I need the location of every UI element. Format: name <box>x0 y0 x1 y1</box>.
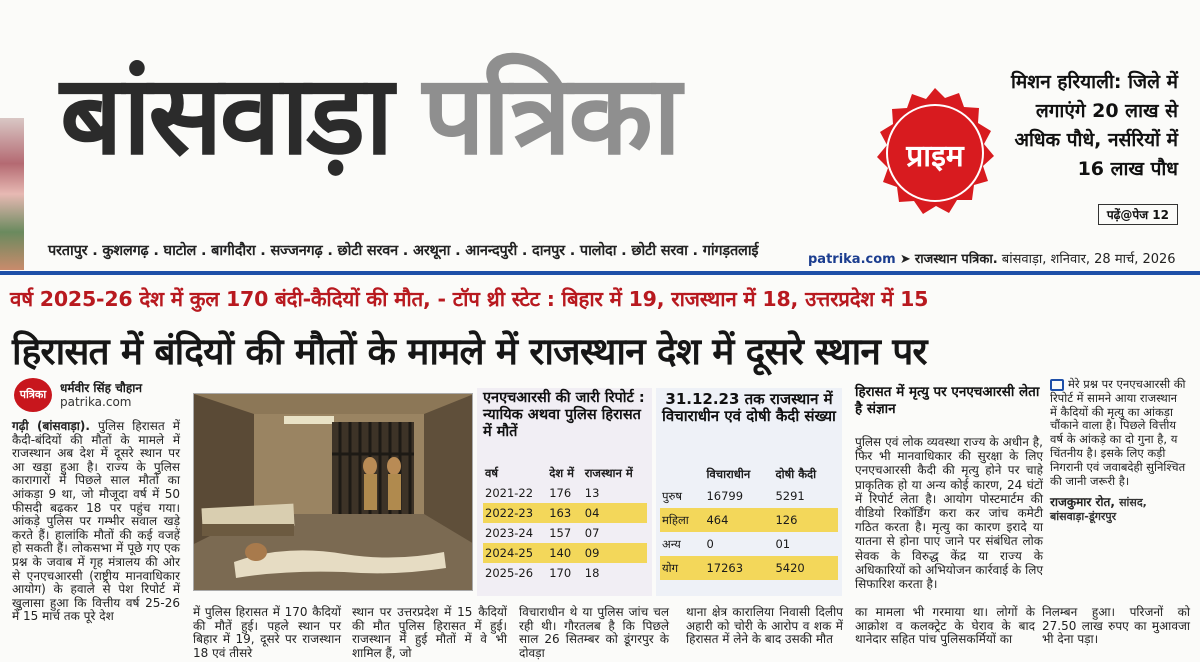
table-row <box>660 556 838 580</box>
edition-places: परतापुर . कुशलगढ़ . घाटोल . बागीदौरा . सज्जनगढ़ . छोटी सरवन . अरथूना . आनन्दपुरी . दानपुर . पालोदा . छोटी सरवा . गांगड़तलाई <box>48 243 759 259</box>
quote-box <box>1050 378 1186 524</box>
prison-cell-illustration-icon <box>194 394 473 591</box>
article-continuation: स्थान पर उत्तरप्रदेश में 15 कैदियों की मौत पुलिस हिरासत में हुई। राजस्थान में हुई मौतों में वे भी शामिल हैं, जो <box>352 605 507 660</box>
table-cell: 2025-26 <box>485 566 534 580</box>
edge-photo <box>0 118 24 270</box>
table-row <box>483 523 647 543</box>
cursor-icon: ➤ <box>899 252 911 267</box>
table-header: राजस्थान में <box>584 466 633 480</box>
table-cell: 464 <box>704 508 773 532</box>
table-cell: 04 <box>583 503 647 523</box>
subheading: हिरासत में मृत्यु पर एनएचआरसी लेता है संज्ञान <box>855 384 1040 417</box>
deaths-table <box>483 464 647 583</box>
article-continuation: विचाराधीन थे या पुलिस जांच चल रही थी। गौरतलब है कि पिछले साल 26 सितम्बर को डूंगरपुर के दोवड़ा <box>519 605 669 660</box>
table-cell: 2023-24 <box>485 526 534 540</box>
table-cell: 126 <box>773 508 838 532</box>
table-cell: योग <box>660 556 704 580</box>
prisoners-table <box>660 465 838 580</box>
article-continuation: निलम्बन हुआ। परिजनों को 27.50 लाख रुपए का मुआवजा भी देना पड़ा। <box>1042 605 1190 646</box>
table-cell: 2024-25 <box>483 543 547 563</box>
prisoners-table-box <box>656 388 842 596</box>
table-cell: 16799 <box>706 489 744 503</box>
table-header: वर्ष <box>485 466 499 480</box>
table-cell: 170 <box>549 566 572 580</box>
table-cell: 157 <box>549 526 572 540</box>
table-cell: 5420 <box>773 556 838 580</box>
headline: हिरासत में बंदियों की मौतों के मामले में राजस्थान देश में दूसरे स्थान पर <box>12 330 927 373</box>
prime-seal <box>867 86 1003 222</box>
table-header <box>660 465 704 484</box>
table-row <box>483 483 647 503</box>
article-column-3: पुलिस एवं लोक व्यवस्था राज्य के अधीन है, फिर भी मानवाधिकार की सुरक्षा के लिए एनएचआरसी कैदी की मृत्यु होने पर चाहे प्राकृतिक हो या अन्य कोई कारण, 24 घंटों में रिपोर्ट लेता है। आयोग पोस्टमार्टम की वीडियो रिकॉर्डिंग करा कर जांच कमेटी गठित करता है। मृत्यु का कारण इरादे या यातना से होना पाए जाने पर संबंधित लोक सेवक के विरुद्ध केंद्र या राज्य के अधिकारियों को अभियोजन कार्रवाई के लिए सिफारिश करता है। <box>855 435 1043 592</box>
table-header-row <box>660 465 838 484</box>
site-link[interactable]: patrika.com <box>808 252 896 267</box>
table-header: देश में <box>549 466 575 480</box>
promo-page-ref[interactable]: पढ़ें@पेज 12 <box>1098 204 1178 225</box>
date-text: बांसवाड़ा, शनिवार, 28 मार्च, 2026 <box>1001 252 1176 267</box>
table-cell: पुरुष <box>662 488 683 503</box>
table-cell: 163 <box>547 503 583 523</box>
table-row <box>483 503 647 523</box>
table-cell: 176 <box>549 486 572 500</box>
dateline <box>808 249 1176 267</box>
table-cell: 17263 <box>704 556 773 580</box>
masthead-city: बांसवाड़ा <box>60 51 391 179</box>
table-cell: 09 <box>583 543 647 563</box>
table-cell: 140 <box>547 543 583 563</box>
table-row <box>660 508 838 532</box>
table-header-row <box>483 464 647 483</box>
author-site[interactable]: patrika.com <box>60 395 132 409</box>
table-row <box>660 532 838 556</box>
article-continuation: में पुलिस हिरासत में 170 कैदियों की मौतें हुई। पहले स्थान पर बिहार में 19, दूसरे पर राजस्थान 18 एवं तीसरे <box>193 605 341 660</box>
article-continuation: थाना क्षेत्र कारालिया निवासी दिलीप अहारी को चोरी के आरोप व शक में हिरासत में लेने के बाद उसकी मौत <box>686 605 843 646</box>
brand-name: राजस्थान पत्रिका. <box>914 252 998 267</box>
quote-text <box>1050 378 1186 488</box>
table-header: विचाराधीन <box>706 467 751 481</box>
article-column-1 <box>12 420 180 624</box>
promo-teaser[interactable]: मिशन हरियाली: जिले में लगाएंगे 20 लाख से अधिक पौधे, नर्सरियों में 16 लाख पौध <box>1011 71 1178 180</box>
patrika-logo: पत्रिका <box>14 378 52 412</box>
quote-signature <box>1050 496 1186 524</box>
quote-role: सांसद, बांसवाड़ा-डूंगरपुर <box>1050 496 1147 524</box>
article-text: पुलिस हिरासत में कैदी-बंदियों की मौतों के मामले में राजस्थान अब देश में दूसरे स्थान पर आ खड़ा हुआ है। राज्य के पुलिस कारागारों में पिछले साल मौतों का आंकड़ा 9 था, जो मौजूदा वर्ष में 50 फीसदी बढ़कर 18 पर पहुंच गया। आंकड़े पुलिस पर गम्भीर सवाल खड़े करते हैं। हालांकि मौतों की कई वजहें हो सकती हैं। लोकसभा में पूछे गए एक प्रश्न के जवाब में गृह मंत्रालय की ओर से एनएचआरसी (राष्ट्रीय मानवाधिकार आयोग) के हवाले से पेश रिपोर्ट में खुलासा हुआ कि वित्तीय वर्ष 25-26 में 15 मार्च तक पूरे देश <box>12 419 180 624</box>
table-cell: 18 <box>584 566 600 580</box>
masthead-paper: पत्रिका <box>422 51 679 179</box>
table-row <box>483 543 647 563</box>
kicker: वर्ष 2025-26 देश में कुल 170 बंदी-कैदियों की मौत, - टॉप थ्री स्टेट : बिहार में 19, राजस्थान में 18, उत्तरप्रदेश में 15 <box>10 287 929 311</box>
table-cell: 5291 <box>775 489 805 503</box>
quote-body: मेरे प्रश्न पर एनएचआरसी की रिपोर्ट में सामने आया राजस्थान में कैदियों की मृत्यु का आंकड़ा चौंकाने वाला है। पिछले वित्तीय वर्ष के आंकड़े का दो गुना है, य चिंतनीय है। इसके लिए कड़ी निगरानी एवं जवाबदेही सुनिश्चित की जानी जरूरी है। <box>1050 377 1186 488</box>
table-cell: 13 <box>584 486 600 500</box>
article-continuation: का मामला भी गरमाया था। लोगों के आक्रोश व कलक्ट्रेट के घेराव के बाद थानेदार सहित पांच पुलिसकर्मियों का <box>855 605 1035 646</box>
quote-name: राजकुमार रोत, <box>1050 495 1115 510</box>
table1-title: एनएचआरसी की जारी रिपोर्ट : न्यायिक अथवा पुलिस हिरासत में मौतें <box>483 390 645 440</box>
table-row <box>660 484 838 508</box>
table-cell: 01 <box>775 537 791 551</box>
dateline-place: गढ़ी (बांसवाड़ा). <box>12 419 90 433</box>
seal-text: प्राइम <box>906 139 964 174</box>
masthead-rule <box>0 271 1200 275</box>
byline <box>14 378 180 414</box>
table-cell: अन्य <box>662 536 681 551</box>
table-cell: 2021-22 <box>485 486 534 500</box>
table-header: दोषी कैदी <box>775 467 817 481</box>
article-illustration <box>193 393 473 591</box>
table-row <box>483 563 647 583</box>
masthead <box>60 51 679 179</box>
deaths-table-box <box>477 388 652 596</box>
table2-title: 31.12.23 तक राजस्थान में विचाराधीन एवं दोषी कैदी संख्या <box>662 390 836 425</box>
table-cell: महिला <box>660 508 704 532</box>
table-cell: 0 <box>706 537 714 551</box>
table-cell: 2022-23 <box>483 503 547 523</box>
table-cell: 07 <box>584 526 600 540</box>
quote-icon <box>1050 379 1064 391</box>
author-name: धर्मवीर सिंह चौहान <box>60 381 143 395</box>
